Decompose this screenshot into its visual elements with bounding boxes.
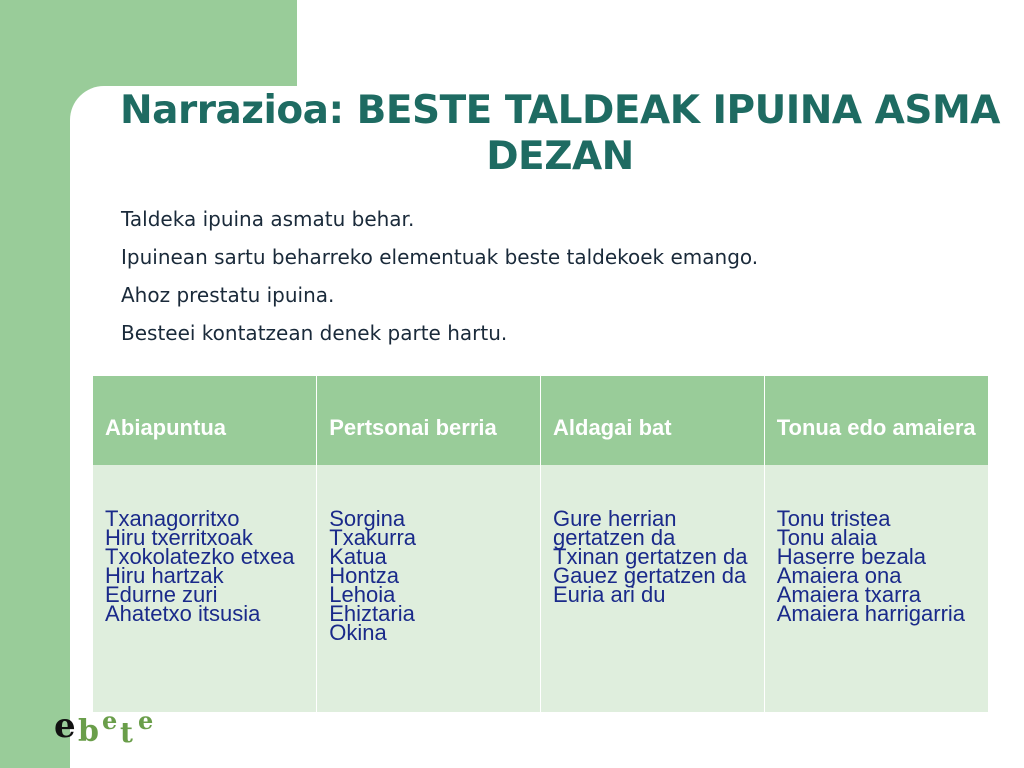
cell-item: Txokolatezko etxea <box>105 544 295 569</box>
cell-item: Katua <box>329 544 387 569</box>
cell-item: Gauez gertatzen da <box>553 563 747 588</box>
column-cell-pertsonai <box>317 465 541 712</box>
cell-item: Ehiztaria <box>329 601 415 626</box>
cell-item: Txakurra <box>329 525 417 550</box>
table-header-row <box>93 376 988 465</box>
logo-letter: e <box>54 706 76 746</box>
logo-letter: t <box>120 716 133 749</box>
cell-item: Hiru txerritxoak <box>105 525 253 550</box>
cell-item: Tonu tristea <box>776 506 891 531</box>
cell-item: Amaiera ona <box>776 563 902 588</box>
cell-item: Tonu alaia <box>776 525 878 550</box>
bullet-item: Besteei kontatzean denek parte hartu. <box>121 321 508 345</box>
slide-title: Narrazioa: BESTE TALDEAK IPUINA ASMA DEZAN <box>120 88 1000 179</box>
cell-item: Hiru hartzak <box>105 563 224 588</box>
cell-item: Ahatetxo itsusia <box>105 601 261 626</box>
top-green-block <box>70 0 297 86</box>
bullet-item: Ipuinean sartu beharreko elementuak beste taldekoek emango. <box>121 245 759 269</box>
logo-letter: e <box>138 706 154 735</box>
header-pertsonai-berria: Pertsonai berria <box>317 376 541 465</box>
cell-item: Haserre bezala <box>776 544 926 569</box>
bullet-item: Ahoz prestatu ipuina. <box>121 283 335 307</box>
left-green-band <box>0 0 70 768</box>
bullet-item: Taldeka ipuina asmatu behar. <box>121 207 415 231</box>
ebete-logo <box>50 706 160 749</box>
header-tonua-edo-amaiera: Tonua edo amaiera <box>764 376 988 465</box>
cell-item: Amaiera harrigarria <box>776 601 966 626</box>
column-cell-abiapuntua <box>93 465 317 712</box>
cell-item: Txanagorritxo <box>105 506 240 531</box>
logo-letter: b <box>78 714 99 749</box>
header-aldagai-bat: Aldagai bat <box>541 376 765 465</box>
cell-item: Gure herrian gertatzen da <box>553 506 677 550</box>
cell-item: Lehoia <box>329 582 396 607</box>
logo-letter: e <box>102 706 118 735</box>
bullet-list <box>121 200 758 352</box>
cell-item: Txinan gertatzen da <box>553 544 748 569</box>
table-row <box>93 465 988 712</box>
cell-item: Hontza <box>329 563 399 588</box>
cell-item: Euria ari du <box>553 582 666 607</box>
cell-item: Amaiera txarra <box>776 582 922 607</box>
cell-item: Okina <box>329 620 387 645</box>
cell-item: Edurne zuri <box>105 582 218 607</box>
cell-item: Sorgina <box>329 506 406 531</box>
column-cell-tonua <box>764 465 988 712</box>
header-abiapuntua: Abiapuntua <box>93 376 317 465</box>
elements-table <box>93 376 988 712</box>
column-cell-aldagai <box>541 465 765 712</box>
